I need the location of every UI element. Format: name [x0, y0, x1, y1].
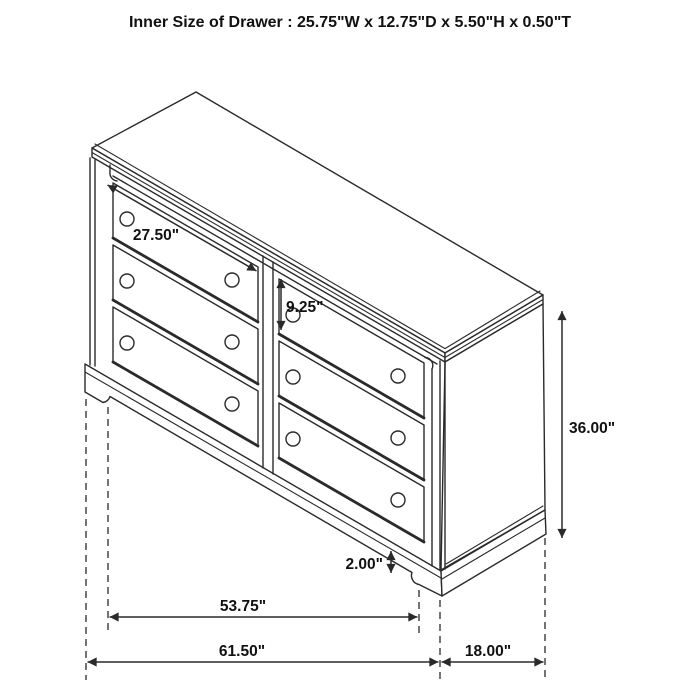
label-depth: 18.00": [464, 643, 512, 660]
knob: [391, 369, 405, 383]
knob: [120, 274, 134, 288]
label-inner-width: 53.75": [219, 598, 267, 615]
knob: [120, 212, 134, 226]
knob: [225, 335, 239, 349]
knob: [391, 431, 405, 445]
knob: [120, 336, 134, 350]
knob: [286, 370, 300, 384]
label-drawer-height: 9.25": [286, 299, 324, 316]
knob: [391, 493, 405, 507]
label-total-height: 36.00": [569, 420, 616, 437]
label-total-width: 61.50": [218, 643, 266, 660]
knob: [225, 273, 239, 287]
drawing-title: Inner Size of Drawer : 25.75"W x 12.75"D x 5.50"H x 0.50"T: [128, 14, 572, 31]
label-drawer-width: 27.50": [132, 227, 180, 244]
label-base-height: 2.00": [345, 556, 383, 573]
knob: [225, 397, 239, 411]
knob: [286, 432, 300, 446]
dresser-body: [85, 92, 546, 596]
